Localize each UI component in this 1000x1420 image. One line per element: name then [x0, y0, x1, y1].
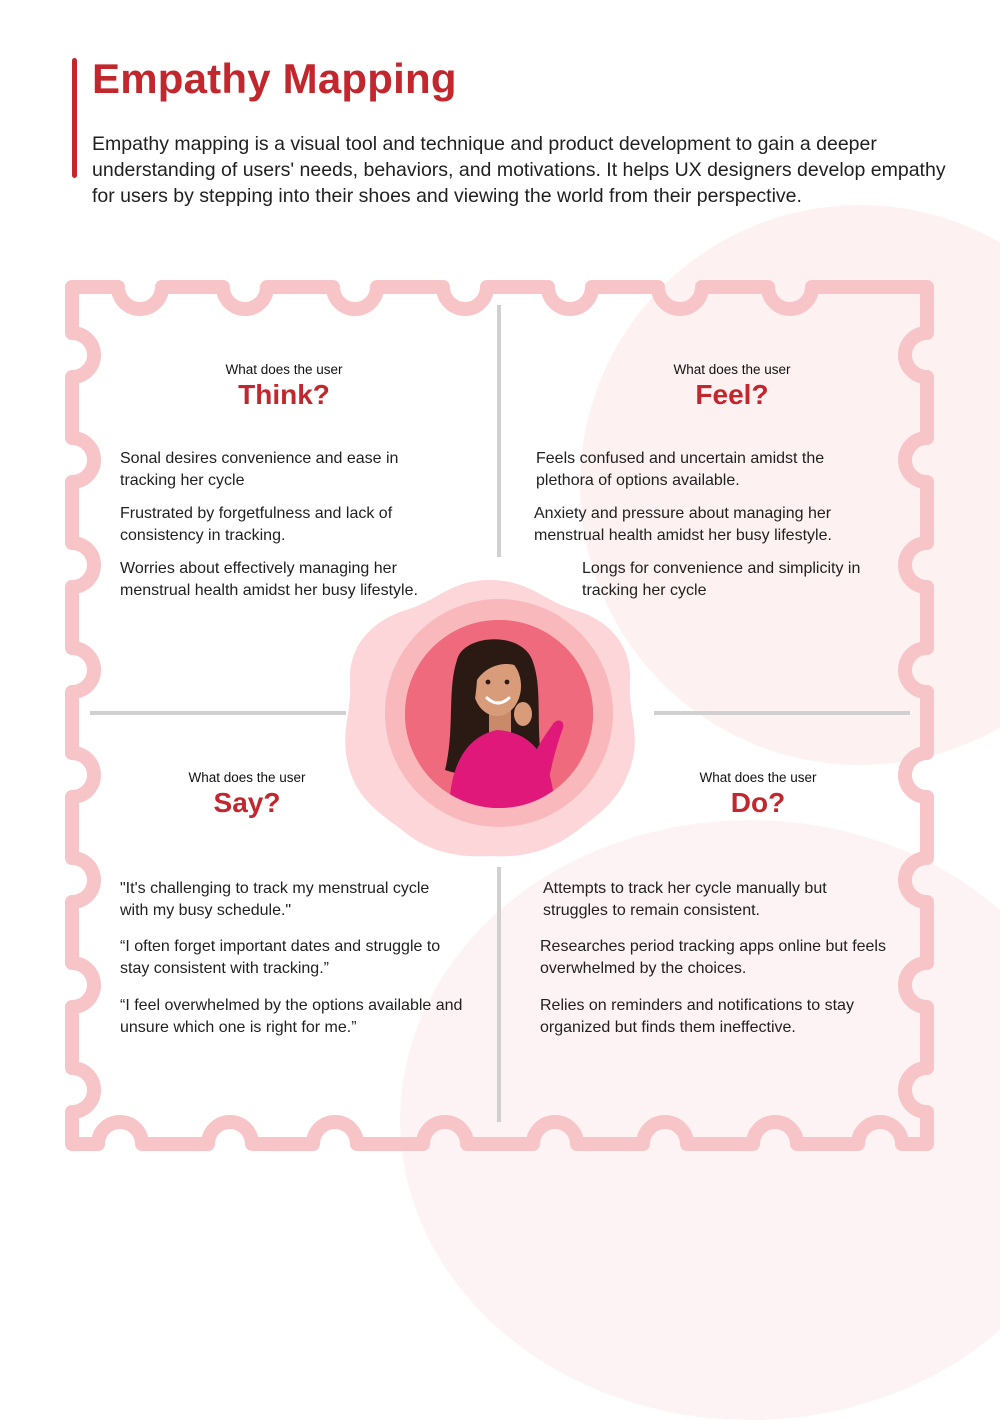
feel-title: Feel? — [695, 379, 769, 410]
say-item: “I often forget important dates and struggle to stay consistent with tracking.” — [120, 938, 441, 977]
think-title: Think? — [238, 379, 330, 410]
think-item: Frustrated by forgetfulness and lack of consistency in tracking. — [120, 505, 393, 544]
divider-left-horizontal — [90, 711, 346, 715]
think-prompt: What does the user — [225, 362, 343, 377]
say-header — [117, 770, 377, 819]
think-item: Sonal desires convenience and ease in tracking her cycle — [120, 450, 399, 489]
user-avatar — [405, 620, 593, 808]
user-portrait-icon — [405, 620, 593, 808]
say-item: “I feel overwhelmed by the options available and unsure which one is right for me.” — [120, 997, 463, 1036]
say-prompt: What does the user — [188, 770, 306, 785]
think-header — [154, 362, 414, 411]
divider-top-vertical — [497, 305, 501, 557]
feel-item: Anxiety and pressure about managing her menstrual health amidst her busy lifestyle. — [534, 505, 832, 544]
intro-paragraph: Empathy mapping is a visual tool and technique and product development to gain a deeper understanding of users' needs, behaviors, and motivations. It helps UX designers develop empathy for users by stepping into their shoes and viewing the world from their perspective. — [92, 133, 946, 207]
think-item: Worries about effectively managing her menstrual health amidst her busy lifestyle. — [120, 560, 418, 599]
divider-bottom-vertical — [497, 867, 501, 1122]
do-prompt: What does the user — [699, 770, 817, 785]
feel-item: Longs for convenience and simplicity in tracking her cycle — [582, 560, 861, 599]
feel-prompt: What does the user — [673, 362, 791, 377]
do-item: Relies on reminders and notifications to stay organized but finds them ineffective. — [540, 997, 854, 1036]
page-title: Empathy Mapping — [92, 55, 457, 102]
say-item: "It's challenging to track my menstrual cycle with my busy schedule." — [120, 880, 430, 919]
do-header — [628, 770, 888, 819]
do-title: Do? — [730, 787, 786, 818]
divider-right-horizontal — [654, 711, 910, 715]
say-title: Say? — [213, 787, 281, 818]
do-item: Researches period tracking apps online but feels overwhelmed by the choices. — [540, 938, 886, 977]
do-item: Attempts to track her cycle manually but struggles to remain consistent. — [543, 880, 827, 919]
feel-item: Feels confused and uncertain amidst the plethora of options available. — [536, 450, 825, 489]
feel-header — [602, 362, 862, 411]
